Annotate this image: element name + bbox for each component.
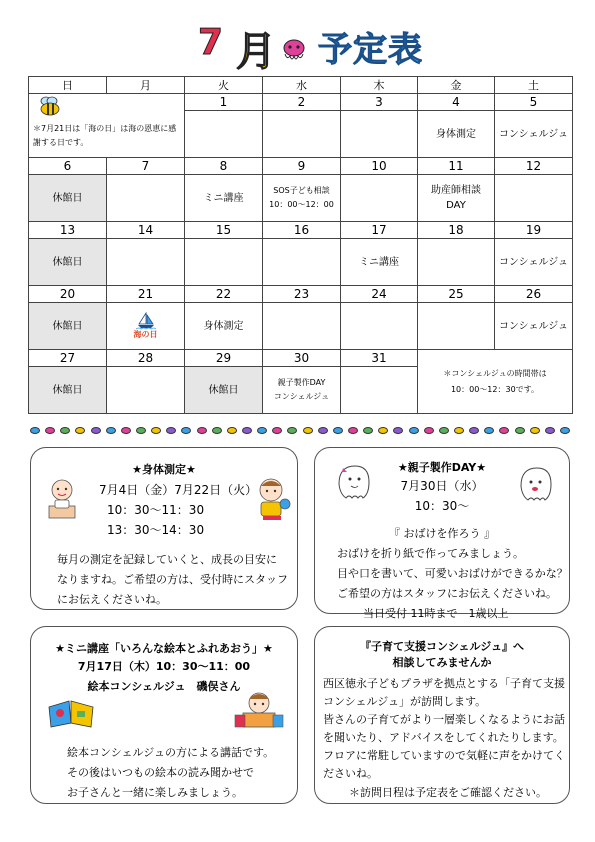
event-cell-closed xyxy=(29,303,107,350)
event-cell xyxy=(418,239,495,286)
event-label: ミニ講座 xyxy=(203,192,244,204)
event-label: 休館日 xyxy=(52,384,83,396)
date-cell: 14 xyxy=(107,222,185,239)
event-cell xyxy=(263,303,341,350)
ghost-icon xyxy=(333,462,373,502)
box-date: 7月17日（木）10：30～11：00 xyxy=(77,660,251,673)
weekday-tue: 火 xyxy=(185,77,263,94)
picture-book-icon xyxy=(47,699,95,729)
date-cell: 20 xyxy=(29,286,107,303)
event-cell xyxy=(418,303,495,350)
decorative-fish-icon xyxy=(166,427,176,434)
date-cell: 31 xyxy=(341,350,418,367)
concierge-hours-note-cell xyxy=(418,350,573,414)
event-label: 身体測定 xyxy=(203,320,244,332)
decorative-fish-icon xyxy=(257,427,267,434)
date-cell: 17 xyxy=(341,222,418,239)
event-cell xyxy=(495,239,573,286)
event-cell-closed xyxy=(185,367,263,414)
event-label: DAY xyxy=(446,200,466,211)
decorative-fish-icon xyxy=(242,427,252,434)
date-cell: 24 xyxy=(341,286,418,303)
box-body: ご希望の方はスタッフにお伝えくださいね。 xyxy=(337,587,557,600)
event-cell xyxy=(185,175,263,222)
box-body: 絵本コンシェルジュの方による講話です。 xyxy=(67,746,275,759)
event-time: 10：00～12：00 xyxy=(269,200,334,209)
decorative-fish-icon xyxy=(60,427,70,434)
date-cell: 5 xyxy=(495,94,573,111)
baby-icon xyxy=(45,476,79,520)
decorative-fish-icon xyxy=(545,427,555,434)
event-cell xyxy=(418,111,495,158)
box-title: 相談してみませんか xyxy=(392,656,492,669)
event-label: 休館日 xyxy=(52,320,83,332)
body-measurement-box xyxy=(30,447,298,610)
umi-no-hi-note-cell xyxy=(29,94,185,158)
event-label: 休館日 xyxy=(52,192,83,204)
date-cell: 4 xyxy=(418,94,495,111)
event-cell xyxy=(341,175,418,222)
date-cell: 16 xyxy=(263,222,341,239)
decorative-fish-icon xyxy=(181,427,191,434)
bee-icon xyxy=(37,96,63,116)
week2-date-row xyxy=(29,158,573,175)
decorative-fish-icon xyxy=(363,427,373,434)
event-cell-closed xyxy=(29,175,107,222)
box-body: 西区徳永子どもプラザを拠点とする「子育て支援 xyxy=(323,677,565,690)
event-label: コンシェルジュ xyxy=(498,128,569,140)
week2-event-row xyxy=(29,175,573,222)
date-cell: 27 xyxy=(29,350,107,367)
event-label: コンシェルジュ xyxy=(498,256,569,268)
craft-day-box xyxy=(314,447,570,620)
decorative-fish-icon xyxy=(197,427,207,434)
box-time: 10：30～ xyxy=(414,499,470,513)
box-body: フロアに常駐していますので気軽に声をかけてく xyxy=(323,749,565,762)
event-label: 親子製作DAY xyxy=(277,378,326,387)
decorative-fish-icon xyxy=(469,427,479,434)
event-cell xyxy=(185,111,263,158)
date-cell: 19 xyxy=(495,222,573,239)
weekday-mon: 月 xyxy=(107,77,185,94)
event-cell xyxy=(263,175,341,222)
box-speaker: 絵本コンシェルジュ 磯俣さん xyxy=(87,680,241,693)
decorative-fish-icon xyxy=(151,427,161,434)
event-cell xyxy=(341,367,418,414)
weekday-header-row xyxy=(29,77,573,94)
decorative-fish-icon xyxy=(121,427,131,434)
box-body: ださいね。 xyxy=(323,767,378,780)
decorative-fish-icon xyxy=(106,427,116,434)
decorative-fish-icon xyxy=(378,427,388,434)
event-label: SOS子ども相談 xyxy=(273,186,330,195)
decorative-fish-icon xyxy=(439,427,449,434)
concierge-hours-note: ＊コンシェルジュの時間帯は xyxy=(443,368,547,378)
umi-no-hi-note: ＊7月21日は「海の日」は海の恩恵に感謝する日です。 xyxy=(33,124,177,147)
weekday-wed: 水 xyxy=(263,77,341,94)
decorative-fish-icon xyxy=(91,427,101,434)
decorative-fish-icon xyxy=(272,427,282,434)
box-title: 『子育て支援コンシェルジュ』へ xyxy=(359,640,524,653)
event-label: コンシェルジュ xyxy=(498,320,569,332)
decorative-fish-icon xyxy=(515,427,525,434)
event-label: 助産師相談 xyxy=(431,185,481,196)
box-date: 7月30日（水） xyxy=(400,479,484,493)
decorative-fish-icon xyxy=(409,427,419,434)
date-cell: 7 xyxy=(107,158,185,175)
octopus-icon xyxy=(280,38,308,62)
box-subtitle: 『 おばけを作ろう 』 xyxy=(389,527,495,540)
event-cell xyxy=(495,303,573,350)
event-label: 休館日 xyxy=(52,256,83,268)
title-month-number: 7 xyxy=(198,22,224,63)
calendar-table xyxy=(28,76,573,414)
title-month xyxy=(196,20,316,75)
date-cell: 28 xyxy=(107,350,185,367)
date-cell: 8 xyxy=(185,158,263,175)
decorative-fish-icon xyxy=(484,427,494,434)
box-body: お子さんと一緒に楽しみましょう。 xyxy=(67,786,243,799)
decorative-border xyxy=(30,420,570,440)
date-cell: 6 xyxy=(29,158,107,175)
event-label: コンシェルジュ xyxy=(273,392,330,401)
decorative-fish-icon xyxy=(318,427,328,434)
event-label: ミニ講座 xyxy=(359,256,399,268)
decorative-fish-icon xyxy=(560,427,570,434)
page-title: 予定表 xyxy=(318,30,423,70)
event-cell xyxy=(341,239,418,286)
event-cell xyxy=(263,111,341,158)
box-title: ★身体測定★ xyxy=(132,463,196,476)
event-cell xyxy=(107,239,185,286)
box-body: を聞いたり、アドバイスをしてくれたりします。 xyxy=(323,731,564,744)
decorative-fish-icon xyxy=(333,427,343,434)
date-cell: 12 xyxy=(495,158,573,175)
child-reading-icon xyxy=(231,691,287,731)
weekday-fri: 金 xyxy=(418,77,495,94)
baby-icon xyxy=(255,476,291,522)
decorative-fish-icon xyxy=(75,427,85,434)
week1-date-row xyxy=(29,94,573,111)
page-header xyxy=(0,16,595,75)
ghost-icon xyxy=(515,464,555,504)
decorative-fish-icon xyxy=(136,427,146,434)
box-date: 7月4日（金）7月22日（火） xyxy=(99,483,258,497)
sailboat-icon xyxy=(136,312,156,330)
box-note: ＊訪問日程は予定表をご確認ください。 xyxy=(349,786,547,799)
event-cell xyxy=(341,111,418,158)
decorative-fish-icon xyxy=(287,427,297,434)
event-cell xyxy=(341,303,418,350)
event-cell xyxy=(107,175,185,222)
decorative-fish-icon xyxy=(424,427,434,434)
date-cell: 29 xyxy=(185,350,263,367)
decorative-fish-icon xyxy=(227,427,237,434)
decorative-fish-icon xyxy=(530,427,540,434)
box-time: 13：30～14：30 xyxy=(107,523,205,537)
date-cell: 22 xyxy=(185,286,263,303)
date-cell: 1 xyxy=(185,94,263,111)
event-cell xyxy=(107,367,185,414)
event-cell xyxy=(107,303,185,350)
box-title: ★親子製作DAY★ xyxy=(397,461,487,474)
decorative-fish-icon xyxy=(499,427,509,434)
box-time: 10：30～11：30 xyxy=(107,503,205,517)
box-body: 目や口を書いて、可愛いおばけができるかな？ xyxy=(337,567,568,580)
decorative-fish-icon xyxy=(303,427,313,434)
event-cell xyxy=(263,239,341,286)
concierge-box xyxy=(314,626,570,804)
decorative-fish-icon xyxy=(212,427,222,434)
box-body: なりますね。ご希望の方は、受付時にスタッフ xyxy=(57,573,288,586)
box-body: その後はいつもの絵本の読み聞かせで xyxy=(67,766,254,779)
box-body: 当日受付 11時まで 1歳以上 xyxy=(363,607,509,620)
date-cell: 23 xyxy=(263,286,341,303)
concierge-hours-time: 10：00～12：30です。 xyxy=(450,384,540,394)
event-cell-closed xyxy=(29,367,107,414)
date-cell: 18 xyxy=(418,222,495,239)
umi-no-hi-label: 海の日 xyxy=(133,330,158,339)
date-cell: 13 xyxy=(29,222,107,239)
date-cell: 11 xyxy=(418,158,495,175)
week4-event-row xyxy=(29,303,573,350)
decorative-fish-icon xyxy=(454,427,464,434)
event-cell xyxy=(495,175,573,222)
event-cell xyxy=(263,367,341,414)
week5-date-row xyxy=(29,350,573,367)
mini-lecture-box xyxy=(30,626,298,804)
decorative-fish-icon xyxy=(393,427,403,434)
date-cell: 9 xyxy=(263,158,341,175)
box-body: 皆さんの子育てがより一層楽しくなるようにお話 xyxy=(323,713,565,726)
date-cell: 10 xyxy=(341,158,418,175)
event-cell xyxy=(495,111,573,158)
week3-date-row xyxy=(29,222,573,239)
weekday-sat: 土 xyxy=(495,77,573,94)
date-cell: 25 xyxy=(418,286,495,303)
event-label: 身体測定 xyxy=(436,128,476,140)
date-cell: 15 xyxy=(185,222,263,239)
event-cell xyxy=(418,175,495,222)
box-body: 毎月の測定を記録していくと、成長の目安に xyxy=(57,553,277,566)
event-cell-closed xyxy=(29,239,107,286)
weekday-sun: 日 xyxy=(29,77,107,94)
event-label: 休館日 xyxy=(208,384,239,396)
box-body: おばけを折り紙で作ってみましょう。 xyxy=(337,547,524,560)
week4-date-row xyxy=(29,286,573,303)
date-cell: 26 xyxy=(495,286,573,303)
box-body: にお伝えくださいね。 xyxy=(57,593,167,606)
decorative-fish-icon xyxy=(348,427,358,434)
event-cell xyxy=(185,303,263,350)
box-title: ★ミニ講座「いろんな絵本とふれあおう」★ xyxy=(55,642,273,655)
date-cell: 3 xyxy=(341,94,418,111)
date-cell: 30 xyxy=(263,350,341,367)
week3-event-row xyxy=(29,239,573,286)
event-cell xyxy=(185,239,263,286)
box-body: コンシェルジュ」が訪問します。 xyxy=(323,695,487,708)
date-cell: 21 xyxy=(107,286,185,303)
weekday-thu: 木 xyxy=(341,77,418,94)
date-cell: 2 xyxy=(263,94,341,111)
decorative-fish-icon xyxy=(30,427,40,434)
decorative-fish-icon xyxy=(45,427,55,434)
title-month-kanji: 月 xyxy=(236,29,276,75)
